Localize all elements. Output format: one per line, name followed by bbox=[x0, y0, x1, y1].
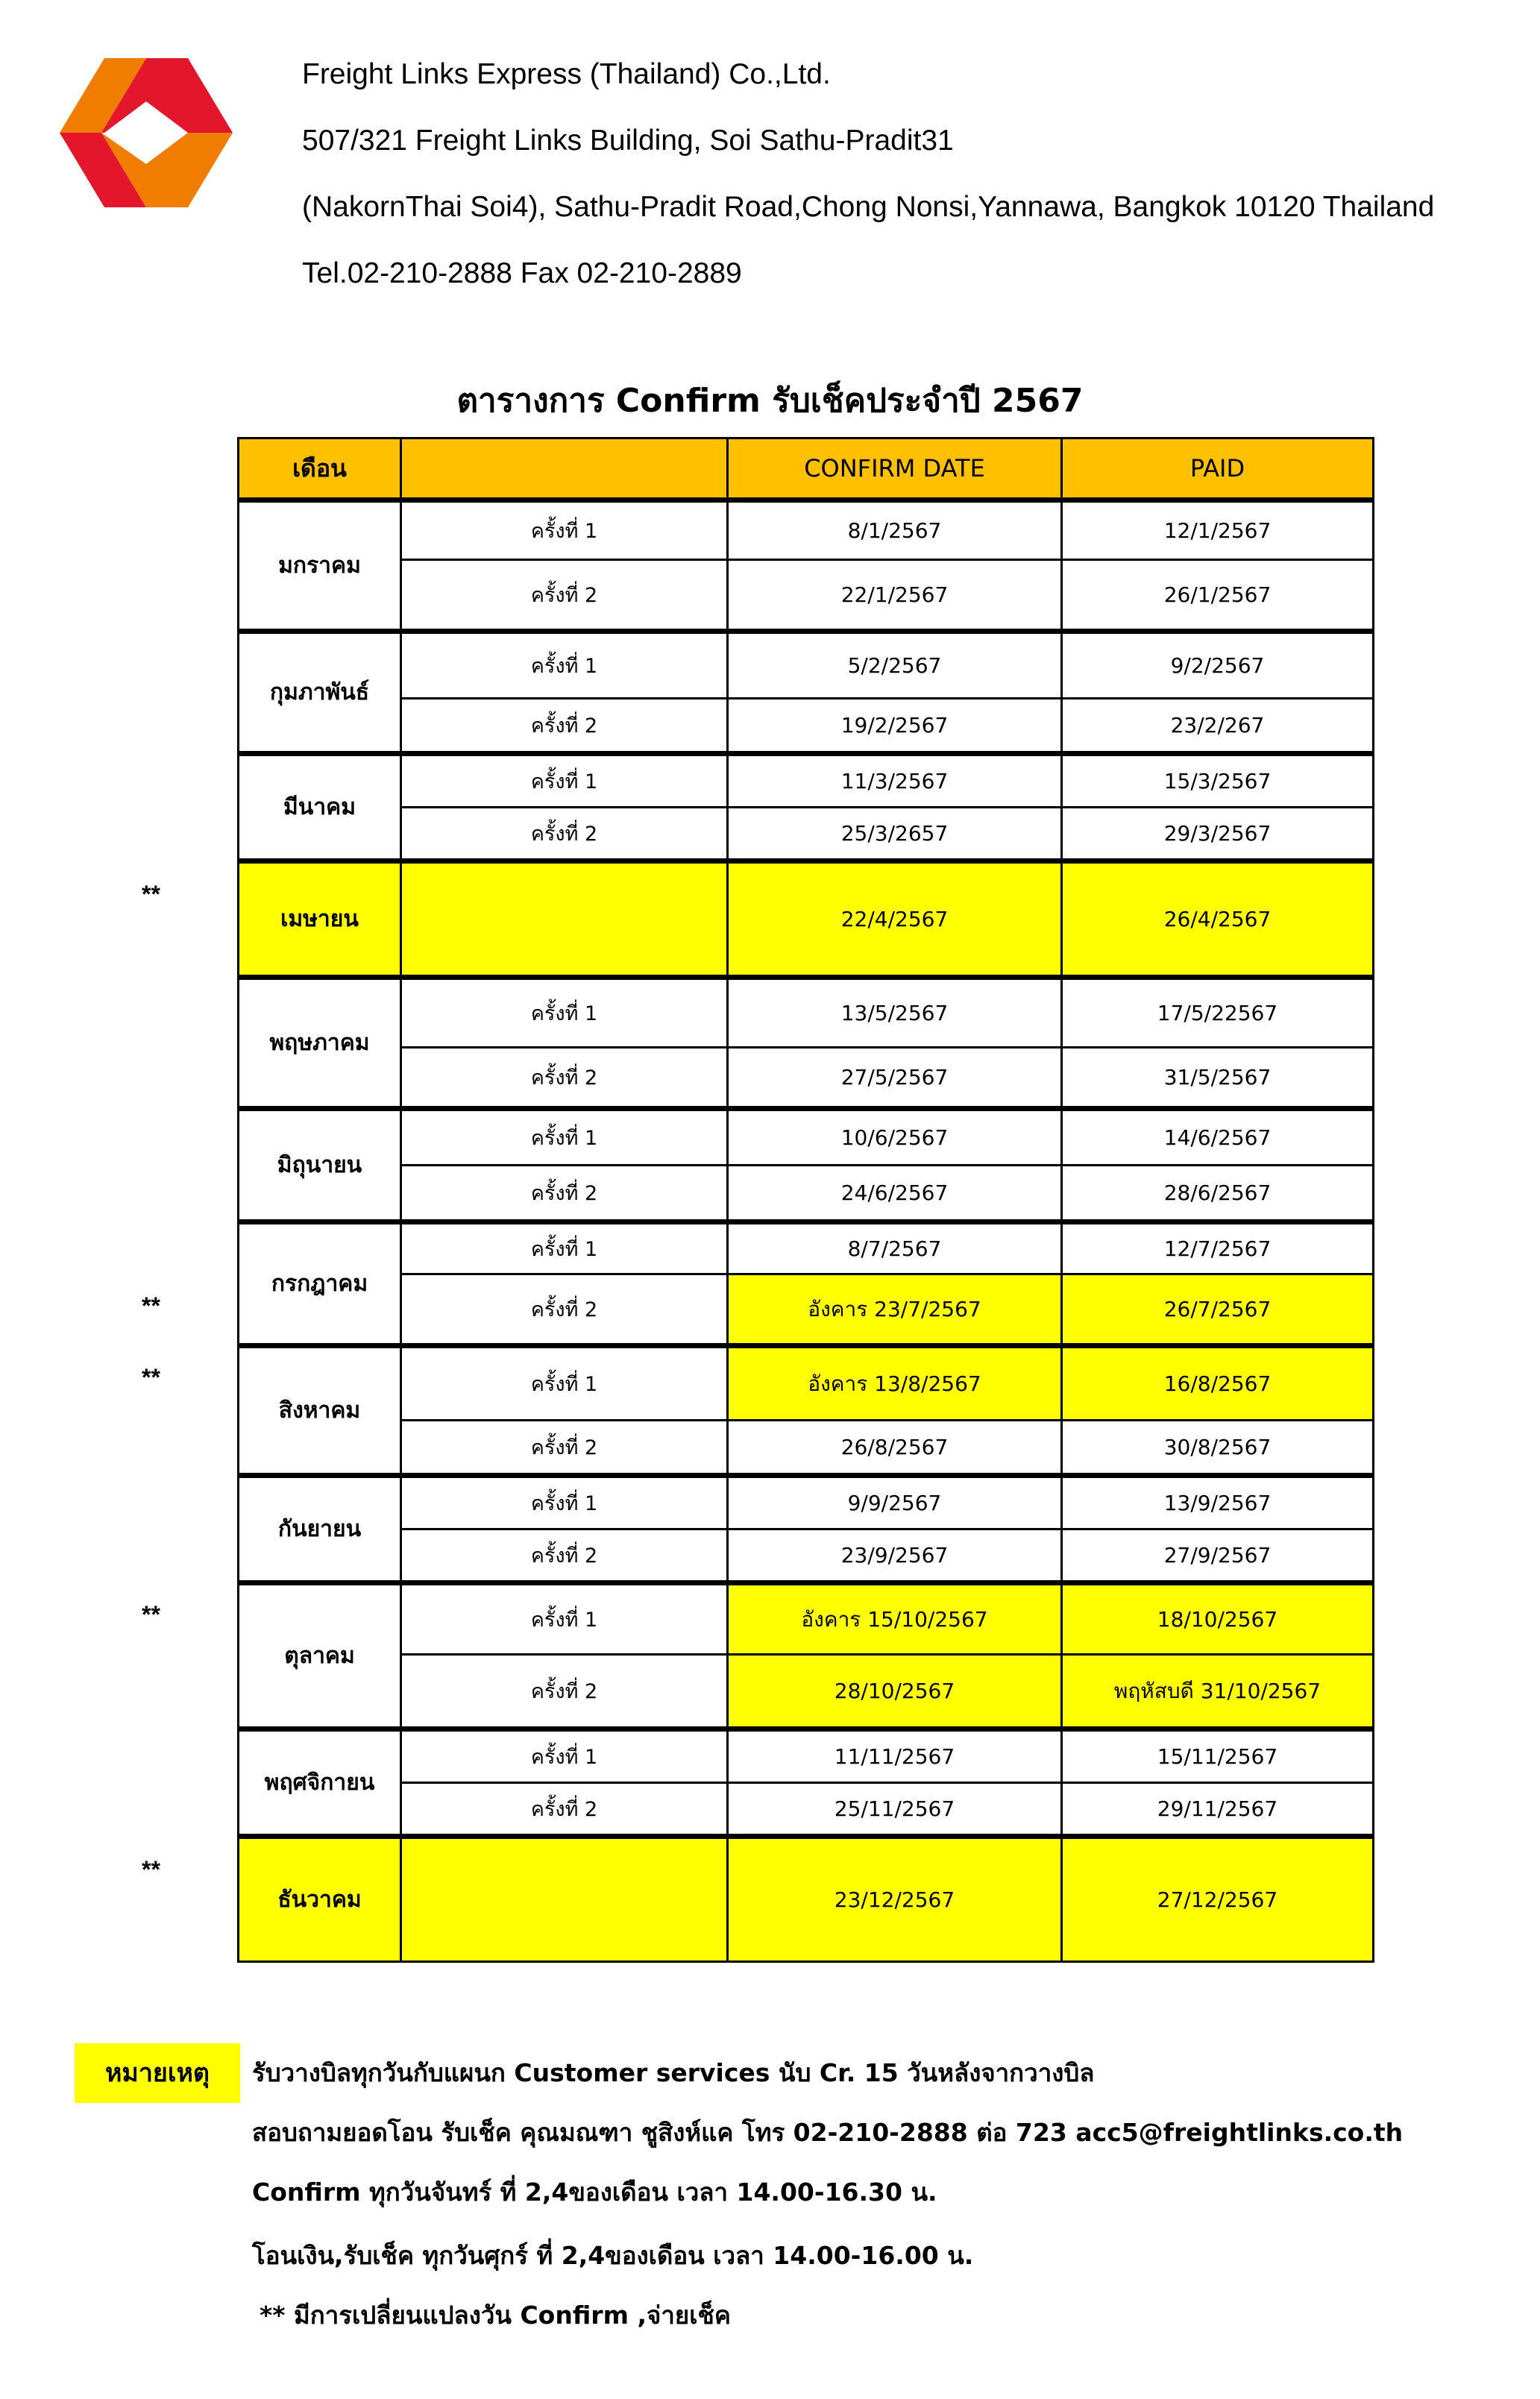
paid-date-cell: 18/10/2567 bbox=[1062, 1583, 1374, 1655]
confirm-date-cell: 22/4/2567 bbox=[728, 861, 1062, 978]
table-row bbox=[239, 632, 1374, 699]
round-cell: ครั้งที่ 1 bbox=[401, 1476, 728, 1529]
note-line-1: รับวางบิลทุกวันกับแผนก Customer services นับ Cr. 15 วันหลังจากวางบิล bbox=[252, 2058, 1095, 2087]
notes-label: หมายเหตุ bbox=[75, 2043, 240, 2103]
month-cell: พฤษภาคม bbox=[239, 978, 401, 1109]
paid-date-cell: พฤหัสบดี 31/10/2567 bbox=[1062, 1655, 1374, 1729]
header-month: เดือน bbox=[239, 438, 401, 500]
table-row bbox=[239, 1109, 1374, 1166]
table-row bbox=[239, 500, 1374, 560]
month-cell: กุมภาพันธ์ bbox=[239, 632, 401, 754]
round-cell: ครั้งที่ 1 bbox=[401, 1222, 728, 1274]
table-row bbox=[239, 1655, 1374, 1729]
confirm-date-cell: 23/12/2567 bbox=[728, 1837, 1062, 1962]
paid-date-cell: 27/9/2567 bbox=[1062, 1529, 1374, 1583]
table-row bbox=[239, 1222, 1374, 1274]
confirm-date-cell: 22/1/2567 bbox=[728, 560, 1062, 632]
table-row bbox=[239, 1583, 1374, 1655]
table-row bbox=[239, 808, 1374, 861]
round-cell: ครั้งที่ 1 bbox=[401, 754, 728, 808]
round-cell bbox=[401, 861, 728, 978]
round-cell: ครั้งที่ 2 bbox=[401, 1529, 728, 1583]
paid-date-cell: 27/12/2567 bbox=[1062, 1837, 1374, 1962]
table-row bbox=[239, 1274, 1374, 1346]
company-logo bbox=[60, 58, 233, 207]
paid-date-cell: 26/1/2567 bbox=[1062, 560, 1374, 632]
confirm-date-cell: 27/5/2567 bbox=[728, 1048, 1062, 1109]
table-row bbox=[239, 699, 1374, 754]
header-paid: PAID bbox=[1062, 438, 1374, 500]
header-confirm-date: CONFIRM DATE bbox=[728, 438, 1062, 500]
round-cell: ครั้งที่ 1 bbox=[401, 1583, 728, 1655]
confirm-date-cell: 19/2/2567 bbox=[728, 699, 1062, 754]
paid-date-cell: 31/5/2567 bbox=[1062, 1048, 1374, 1109]
confirm-date-cell: อังคาร 23/7/2567 bbox=[728, 1274, 1062, 1346]
company-contact: Tel.02-210-2888 Fax 02-210-2889 bbox=[302, 257, 742, 289]
round-cell: ครั้งที่ 2 bbox=[401, 1783, 728, 1837]
paid-date-cell: 15/3/2567 bbox=[1062, 754, 1374, 808]
confirm-date-cell: 8/1/2567 bbox=[728, 500, 1062, 560]
confirm-date-cell: 24/6/2567 bbox=[728, 1166, 1062, 1222]
paid-date-cell: 12/7/2567 bbox=[1062, 1222, 1374, 1274]
confirm-date-cell: 10/6/2567 bbox=[728, 1109, 1062, 1166]
paid-date-cell: 12/1/2567 bbox=[1062, 500, 1374, 560]
change-marker: ** bbox=[142, 1363, 160, 1391]
change-marker: ** bbox=[142, 1600, 160, 1628]
confirm-date-cell: 28/10/2567 bbox=[728, 1655, 1062, 1729]
confirm-date-cell: 5/2/2567 bbox=[728, 632, 1062, 699]
company-name: Freight Links Express (Thailand) Co.,Ltd. bbox=[302, 58, 831, 90]
round-cell: ครั้งที่ 2 bbox=[401, 808, 728, 861]
table-row bbox=[239, 1346, 1374, 1421]
table-row bbox=[239, 1048, 1374, 1109]
confirm-date-cell: 13/5/2567 bbox=[728, 978, 1062, 1048]
note-line-4: โอนเงิน,รับเช็ค ทุกวันศุกร์ ที่ 2,4ของเดือน เวลา 14.00-16.00 น. bbox=[252, 2241, 974, 2270]
month-cell: กรกฎาคม bbox=[239, 1222, 401, 1346]
month-cell: กันยายน bbox=[239, 1476, 401, 1583]
month-cell: สิงหาคม bbox=[239, 1346, 401, 1476]
schedule-body bbox=[239, 500, 1374, 1962]
company-address-1: 507/321 Freight Links Building, Soi Sathu-Pradit31 bbox=[302, 125, 954, 157]
paid-date-cell: 29/3/2567 bbox=[1062, 808, 1374, 861]
round-cell: ครั้งที่ 2 bbox=[401, 1048, 728, 1109]
confirm-date-cell: 11/3/2567 bbox=[728, 754, 1062, 808]
round-cell: ครั้งที่ 2 bbox=[401, 1274, 728, 1346]
paid-date-cell: 29/11/2567 bbox=[1062, 1783, 1374, 1837]
month-cell: ตุลาคม bbox=[239, 1583, 401, 1729]
month-cell: มิถุนายน bbox=[239, 1109, 401, 1222]
confirm-date-cell: อังคาร 15/10/2567 bbox=[728, 1583, 1062, 1655]
paid-date-cell: 26/4/2567 bbox=[1062, 861, 1374, 978]
paid-date-cell: 23/2/267 bbox=[1062, 699, 1374, 754]
confirm-date-cell: 11/11/2567 bbox=[728, 1729, 1062, 1783]
company-header bbox=[302, 58, 1434, 324]
confirm-date-cell: 25/3/2657 bbox=[728, 808, 1062, 861]
round-cell: ครั้งที่ 2 bbox=[401, 1655, 728, 1729]
paid-date-cell: 16/8/2567 bbox=[1062, 1346, 1374, 1421]
note-line-2: สอบถามยอดโอน รับเช็ค คุณมณฑา ชูสิงห์แค โทร 02-210-2888 ต่อ 723 acc5@freightlinks.co.th bbox=[252, 2118, 1404, 2147]
round-cell bbox=[401, 1837, 728, 1962]
confirm-date-cell: อังคาร 13/8/2567 bbox=[728, 1346, 1062, 1421]
table-row bbox=[239, 1166, 1374, 1222]
table-row bbox=[239, 1729, 1374, 1783]
change-marker: ** bbox=[142, 1292, 160, 1319]
round-cell: ครั้งที่ 1 bbox=[401, 1346, 728, 1421]
round-cell: ครั้งที่ 1 bbox=[401, 1109, 728, 1166]
header-round bbox=[401, 438, 728, 500]
change-marker: ** bbox=[142, 880, 160, 908]
paid-date-cell: 17/5/22567 bbox=[1062, 978, 1374, 1048]
paid-date-cell: 9/2/2567 bbox=[1062, 632, 1374, 699]
table-header-row bbox=[239, 438, 1374, 500]
paid-date-cell: 13/9/2567 bbox=[1062, 1476, 1374, 1529]
round-cell: ครั้งที่ 2 bbox=[401, 1166, 728, 1222]
confirm-date-cell: 9/9/2567 bbox=[728, 1476, 1062, 1529]
confirm-date-cell: 8/7/2567 bbox=[728, 1222, 1062, 1274]
document-title: ตารางการ Confirm รับเช็คประจำปี 2567 bbox=[456, 382, 1084, 420]
table-row bbox=[239, 978, 1374, 1048]
paid-date-cell: 28/6/2567 bbox=[1062, 1166, 1374, 1222]
confirm-date-cell: 23/9/2567 bbox=[728, 1529, 1062, 1583]
round-cell: ครั้งที่ 1 bbox=[401, 632, 728, 699]
table-row bbox=[239, 861, 1374, 978]
round-cell: ครั้งที่ 1 bbox=[401, 1729, 728, 1783]
paid-date-cell: 14/6/2567 bbox=[1062, 1109, 1374, 1166]
month-cell: มีนาคม bbox=[239, 754, 401, 861]
table-row bbox=[239, 1783, 1374, 1837]
company-address-2: (NakornThai Soi4), Sathu-Pradit Road,Chong Nonsi,Yannawa, Bangkok 10120 Thailand bbox=[302, 191, 1435, 223]
table-row bbox=[239, 754, 1374, 808]
table-row bbox=[239, 1421, 1374, 1476]
round-cell: ครั้งที่ 1 bbox=[401, 978, 728, 1048]
round-cell: ครั้งที่ 1 bbox=[401, 500, 728, 560]
table-row bbox=[239, 1837, 1374, 1962]
note-line-5: ** มีการเปลี่ยนแปลงวัน Confirm ,จ่ายเช็ค bbox=[260, 2301, 731, 2330]
table-row bbox=[239, 560, 1374, 632]
table-row bbox=[239, 1476, 1374, 1529]
paid-date-cell: 15/11/2567 bbox=[1062, 1729, 1374, 1783]
round-cell: ครั้งที่ 2 bbox=[401, 1421, 728, 1476]
note-line-3: Confirm ทุกวันจันทร์ ที่ 2,4ของเดือน เวลา 14.00-16.30 น. bbox=[252, 2178, 937, 2207]
confirm-date-cell: 25/11/2567 bbox=[728, 1783, 1062, 1837]
schedule-table bbox=[237, 437, 1374, 1963]
month-cell: มกราคม bbox=[239, 500, 401, 632]
month-cell: พฤศจิกายน bbox=[239, 1729, 401, 1837]
round-cell: ครั้งที่ 2 bbox=[401, 699, 728, 754]
paid-date-cell: 30/8/2567 bbox=[1062, 1421, 1374, 1476]
month-cell: เมษายน bbox=[239, 861, 401, 978]
month-cell: ธันวาคม bbox=[239, 1837, 401, 1962]
paid-date-cell: 26/7/2567 bbox=[1062, 1274, 1374, 1346]
confirm-date-cell: 26/8/2567 bbox=[728, 1421, 1062, 1476]
table-row bbox=[239, 1529, 1374, 1583]
change-marker: ** bbox=[142, 1855, 160, 1883]
round-cell: ครั้งที่ 2 bbox=[401, 560, 728, 632]
